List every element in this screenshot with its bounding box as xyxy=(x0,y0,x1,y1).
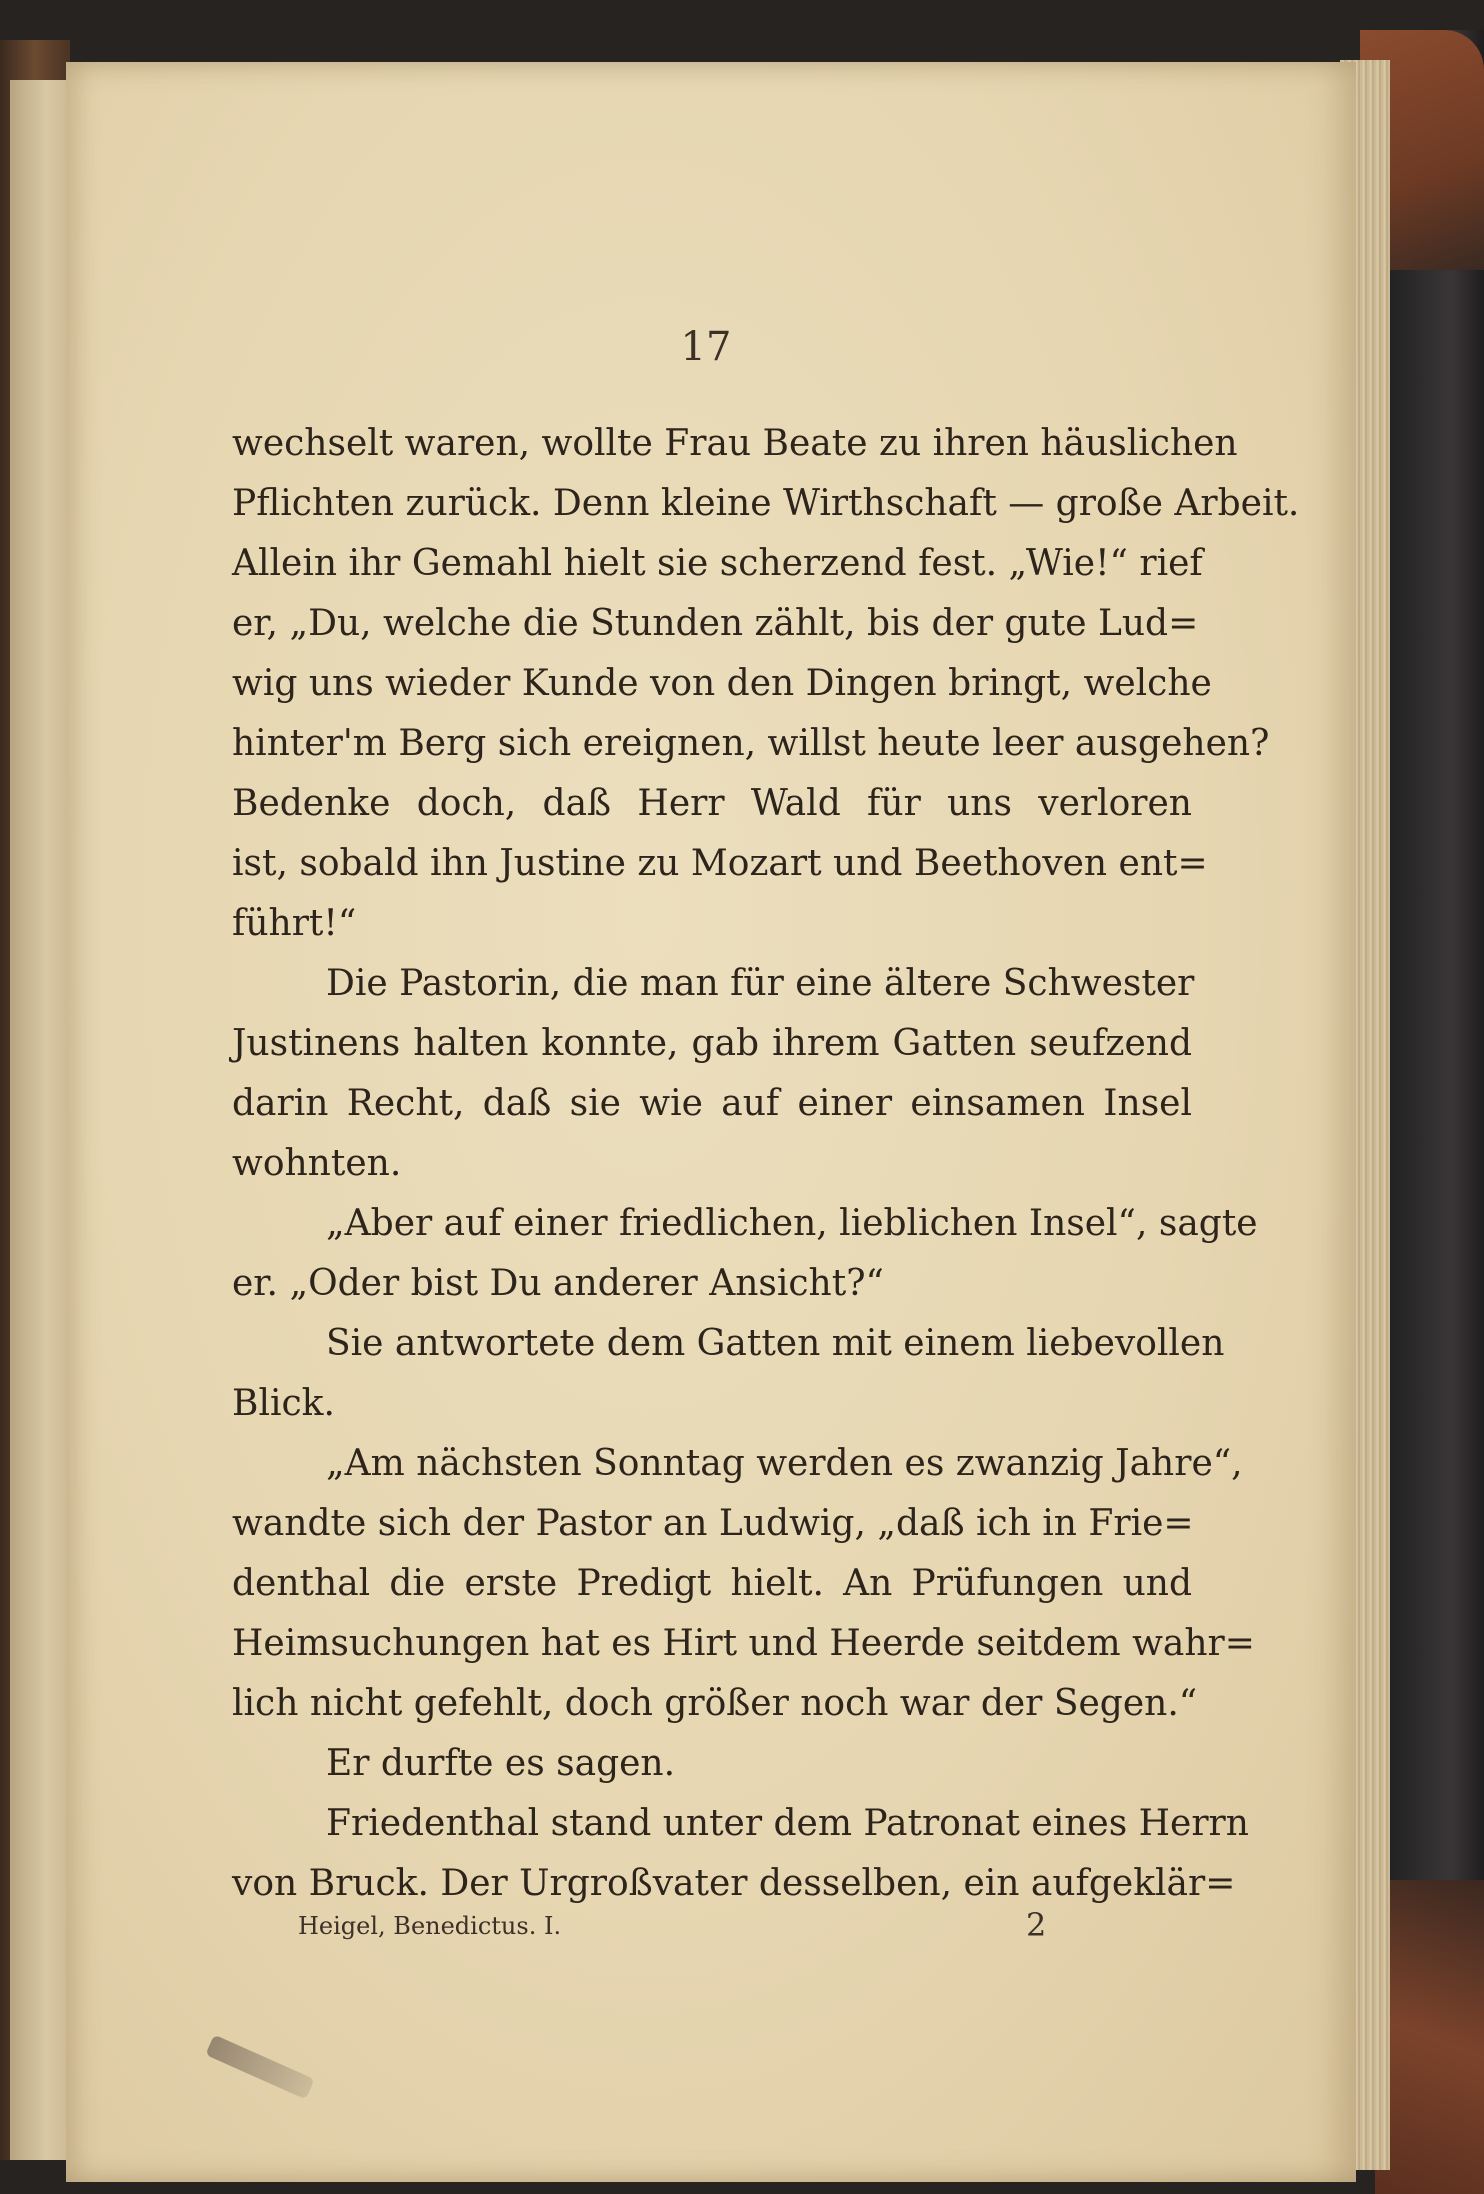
paragraph xyxy=(232,1194,1258,1314)
paragraph xyxy=(232,414,1300,954)
text-line: er. „Oder bist Du anderer Ansicht?“ xyxy=(232,1263,884,1304)
text-line: Sie antwortete dem Gatten mit einem liebevollen xyxy=(326,1323,1225,1364)
text-line: wechselt waren, wollte Frau Beate zu ihren häuslichen xyxy=(232,423,1238,464)
text-line: Blick. xyxy=(232,1383,335,1424)
text-line: lich nicht gefehlt, doch größer noch war der Segen.“ xyxy=(232,1683,1198,1724)
body-text xyxy=(232,414,1300,1914)
paragraph xyxy=(232,1794,1249,1914)
right-book-cover xyxy=(1375,30,1484,2194)
paragraph xyxy=(232,1314,1225,1434)
text-line: Justinens halten konnte, gab ihrem Gatten seufzend xyxy=(232,1023,1192,1064)
text-line: wig uns wieder Kunde von den Dingen bringt, welche xyxy=(232,663,1212,704)
text-line: führt!“ xyxy=(232,903,357,944)
text-line: er, „Du, welche die Stunden zählt, bis der gute Lud= xyxy=(232,603,1199,644)
text-line: „Am nächsten Sonntag werden es zwanzig Jahre“, xyxy=(326,1443,1243,1484)
sheet-number: 2 xyxy=(1026,1906,1047,1944)
text-line: Er durfte es sagen. xyxy=(326,1743,676,1784)
paragraph xyxy=(232,954,1195,1194)
book-page xyxy=(66,62,1356,2182)
text-line: Friedenthal stand unter dem Patronat eines Herrn xyxy=(326,1803,1249,1844)
text-line: hinter'm Berg sich ereignen, willst heute leer ausgehen? xyxy=(232,723,1270,764)
text-line: von Bruck. Der Urgroßvater desselben, ein aufgeklär= xyxy=(232,1863,1236,1904)
text-line: darin Recht, daß sie wie auf einer einsamen Insel xyxy=(232,1083,1192,1124)
left-page-edge xyxy=(10,80,70,2160)
text-line: Bedenke doch, daß Herr Wald für uns verloren xyxy=(232,783,1192,824)
text-line: wohnten. xyxy=(232,1143,402,1184)
text-line: Die Pastorin, die man für eine ältere Schwester xyxy=(326,963,1195,1004)
text-line: Heimsuchungen hat es Hirt und Heerde seitdem wahr= xyxy=(232,1623,1255,1664)
text-line: ist, sobald ihn Justine zu Mozart und Beethoven ent= xyxy=(232,843,1208,884)
text-line: wandte sich der Pastor an Ludwig, „daß ich in Frie= xyxy=(232,1503,1194,1544)
text-line: „Aber auf einer friedlichen, lieblichen Insel“, sagte xyxy=(326,1203,1258,1244)
text-line: denthal die erste Predigt hielt. An Prüfungen und xyxy=(232,1563,1192,1604)
leather-corner-bottom xyxy=(1375,1880,1484,2194)
paragraph xyxy=(232,1434,1255,1734)
page-number: 17 xyxy=(680,324,732,370)
text-line: Pflichten zurück. Denn kleine Wirthschaft — große Arbeit. xyxy=(232,483,1300,524)
signature-line: Heigel, Benedictus. I. xyxy=(298,1912,562,1940)
paragraph xyxy=(232,1734,1192,1794)
text-line: Allein ihr Gemahl hielt sie scherzend fest. „Wie!“ rief xyxy=(232,543,1203,584)
